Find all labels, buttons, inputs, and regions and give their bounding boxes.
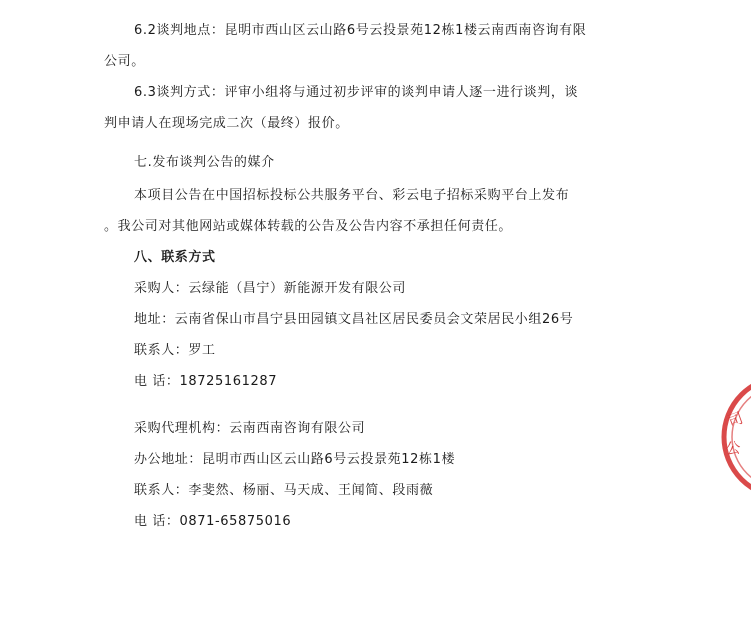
text-line-disclaimer: 。我公司对其他网站或媒体转载的公告及公告内容不承担任何责任。 xyxy=(104,219,513,234)
text-line-negotiation-location: 6.2谈判地点：昆明市西山区云山路6号云投景苑12栋1楼云南西南咨询有限 xyxy=(134,23,587,38)
text-line-publication-platform: 本项目公告在中国招标投标公共服务平台、彩云电子招标采购平台上发布 xyxy=(134,188,570,203)
text-line-agency-address: 办公地址：昆明市西山区云山路6号云投景苑12栋1楼 xyxy=(134,452,456,467)
text-line-agency-contacts: 联系人：李斐然、杨丽、马天成、王闻简、段雨薇 xyxy=(134,483,434,498)
section-heading-contact: 八、联系方式 xyxy=(134,250,216,265)
svg-text:公: 公 xyxy=(724,438,742,458)
text-line-purchaser-address: 地址：云南省保山市昌宁县田园镇文昌社区居民委员会文荣居民小组26号 xyxy=(134,312,574,327)
svg-text:司: 司 xyxy=(725,408,746,431)
text-line-agency: 采购代理机构：云南西南咨询有限公司 xyxy=(134,421,366,436)
text-line-purchaser: 采购人：云绿能（昌宁）新能源开发有限公司 xyxy=(134,281,407,296)
company-seal-stamp xyxy=(712,372,751,502)
text-line-purchaser-phone: 电 话：18725161287 xyxy=(134,374,278,389)
text-line-negotiation-method-cont: 判申请人在现场完成二次（最终）报价。 xyxy=(104,116,349,131)
text-line-negotiation-method: 6.3谈判方式：评审小组将与通过初步评审的谈判申请人逐一进行谈判，谈 xyxy=(134,85,579,100)
text-line-negotiation-location-cont: 公司。 xyxy=(104,54,145,69)
text-line-purchaser-contact: 联系人：罗工 xyxy=(134,343,216,358)
text-line-agency-phone: 电 话：0871-65875016 xyxy=(134,514,292,529)
section-heading-media: 七.发布谈判公告的媒介 xyxy=(134,155,275,170)
